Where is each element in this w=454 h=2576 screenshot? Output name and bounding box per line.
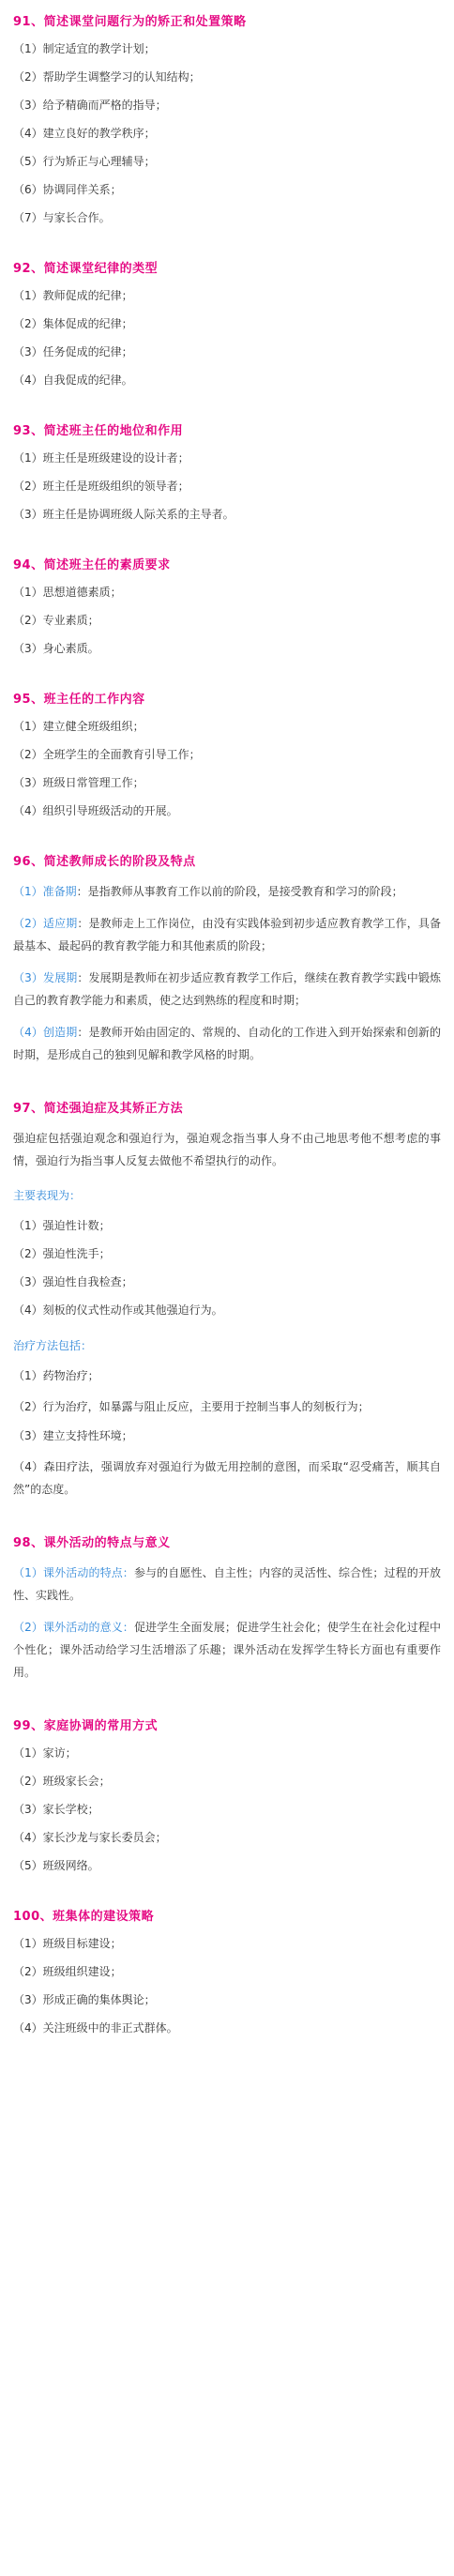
stage-text: ：是教师开始由固定的、常规的、自动化的工作进入到开始探索和创新的时期，是形成自己的独到见解和教学风格的时期。 [13,1026,441,1061]
list-item: （4）关注班级中的非正式群体。 [13,2021,178,2035]
list-item: （1）教师促成的纪律； [13,289,133,302]
list-item: （2）专业素质； [13,614,99,627]
list-item: （1）制定适宜的教学计划； [13,42,156,55]
list-item: （2）行为治疗，如暴露与阻止反应，主要用于控制当事人的刻板行为； [13,1400,370,1413]
section-heading: 100、班集体的建设策略 [13,1910,155,1924]
point-label: （2）课外活动的意义： [13,1621,134,1634]
list-item: （3）班主任是协调班级人际关系的主导者。 [13,508,235,521]
list-item: （4）建立良好的教学秩序； [13,127,156,140]
section-heading: 91、简述课堂问题行为的矫正和处置策略 [13,15,247,29]
paragraph [13,912,441,957]
list-item: （3）班级日常管理工作； [13,776,144,789]
list-item: （2）全班学生的全面教育引导工作； [13,748,201,761]
list-item: （2）集体促成的纪律； [13,317,133,330]
section-heading: 96、简述教师成长的阶段及特点 [13,855,196,869]
section-99 [13,1715,441,1874]
point-text: 促进学生全面发展；促进学生社会化；使学生在社会化过程中个性化；课外活动给学习生活增添了乐趣；课外活动在发挥学生特长方面也有重要作用。 [13,1621,441,1679]
subheading: 治疗方法包括： [13,1339,93,1352]
list-item: （3）给予精确而严格的指导； [13,99,167,112]
list-item: （6）协调同伴关系； [13,183,122,196]
section-heading: 93、简述班主任的地位和作用 [13,424,184,438]
list-item: （2）帮助学生调整学习的认知结构； [13,70,201,84]
section-94 [13,555,441,657]
stage-text: ：是指教师从事教育工作以前的阶段，是接受教育和学习的阶段； [76,885,403,898]
paragraph [13,880,441,903]
point-label: （1）课外活动的特点： [13,1566,134,1579]
paragraph [13,1562,441,1607]
section-heading: 98、课外活动的特点与意义 [13,1536,171,1550]
section-heading: 92、简述课堂纪律的类型 [13,262,159,276]
subheading: 主要表现为： [13,1189,82,1202]
section-96 [13,851,441,1066]
list-item: （4）自我促成的纪律。 [13,373,133,387]
section-97 [13,1098,441,1501]
paragraph [13,1021,441,1066]
list-item: （2）班级家长会； [13,1775,111,1788]
paragraph: 强迫症包括强迫观念和强迫行为，强迫观念指当事人身不由己地思考他不想考虑的事情，强迫行为指当事人反复去做他不希望执行的动作。 [13,1132,441,1167]
section-98 [13,1532,441,1684]
list-item: （7）与家长合作。 [13,211,111,224]
paragraph [13,967,441,1012]
point-text: 参与的自愿性、自主性；内容的灵活性、综合性；过程的开放性、实践性。 [13,1566,441,1602]
list-item: （3）建立支持性环境； [13,1429,133,1442]
list-item: （3）身心素质。 [13,642,99,655]
list-item: （5）班级网络。 [13,1859,99,1872]
list-item: （1）强迫性计数； [13,1219,111,1232]
section-heading: 97、简述强迫症及其矫正方法 [13,1102,184,1116]
section-95 [13,689,441,819]
section-heading: 95、班主任的工作内容 [13,693,145,707]
stage-text: ：是教师走上工作岗位，由没有实践体验到初步适应教育教学工作，具备最基本、最起码的教育教学能力和其他素质的阶段； [13,917,441,953]
list-item: （4）组织引导班级活动的开展。 [13,804,178,817]
list-item: （5）行为矫正与心理辅导； [13,155,156,168]
list-item: （1）班主任是班级建设的设计者； [13,451,189,465]
section-heading: 99、家庭协调的常用方式 [13,1719,159,1733]
list-item: （1）家访； [13,1746,77,1760]
list-item: （1）思想道德素质； [13,586,122,599]
stage-label: （2）适应期 [13,917,78,930]
list-item: （3）强迫性自我检查； [13,1275,133,1288]
list-item: （1）建立健全班级组织； [13,720,144,733]
list-item: （3）任务促成的纪律； [13,345,133,358]
list-item: （3）形成正确的集体舆论； [13,1993,156,2006]
list-item: （2）班主任是班级组织的领导者； [13,480,189,493]
list-item: （1）班级目标建设； [13,1937,122,1950]
list-item: （2）班级组织建设； [13,1965,122,1978]
list-item: （4）森田疗法，强调放弃对强迫行为做无用控制的意图，而采取“忍受痛苦，顺其自然”的态度。 [13,1460,441,1496]
section-100 [13,1906,441,2036]
section-91 [13,11,441,226]
paragraph [13,1616,441,1684]
stage-label: （3）发展期 [13,971,78,984]
list-item: （2）强迫性洗手； [13,1247,111,1260]
list-item: （3）家长学校； [13,1803,99,1816]
stage-label: （1）准备期 [13,885,77,898]
section-92 [13,258,441,389]
section-heading: 94、简述班主任的素质要求 [13,558,171,572]
section-93 [13,420,441,523]
list-item: （1）药物治疗； [13,1369,99,1382]
list-item: （4）刻板的仪式性动作或其他强迫行为。 [13,1303,223,1317]
stage-text: ：发展期是教师在初步适应教育教学工作后，继续在教育教学实践中锻炼自己的教育教学能力和素质，使之达到熟练的程度和时期； [13,971,441,1007]
list-item: （4）家长沙龙与家长委员会； [13,1831,167,1844]
stage-label: （4）创造期 [13,1026,78,1039]
